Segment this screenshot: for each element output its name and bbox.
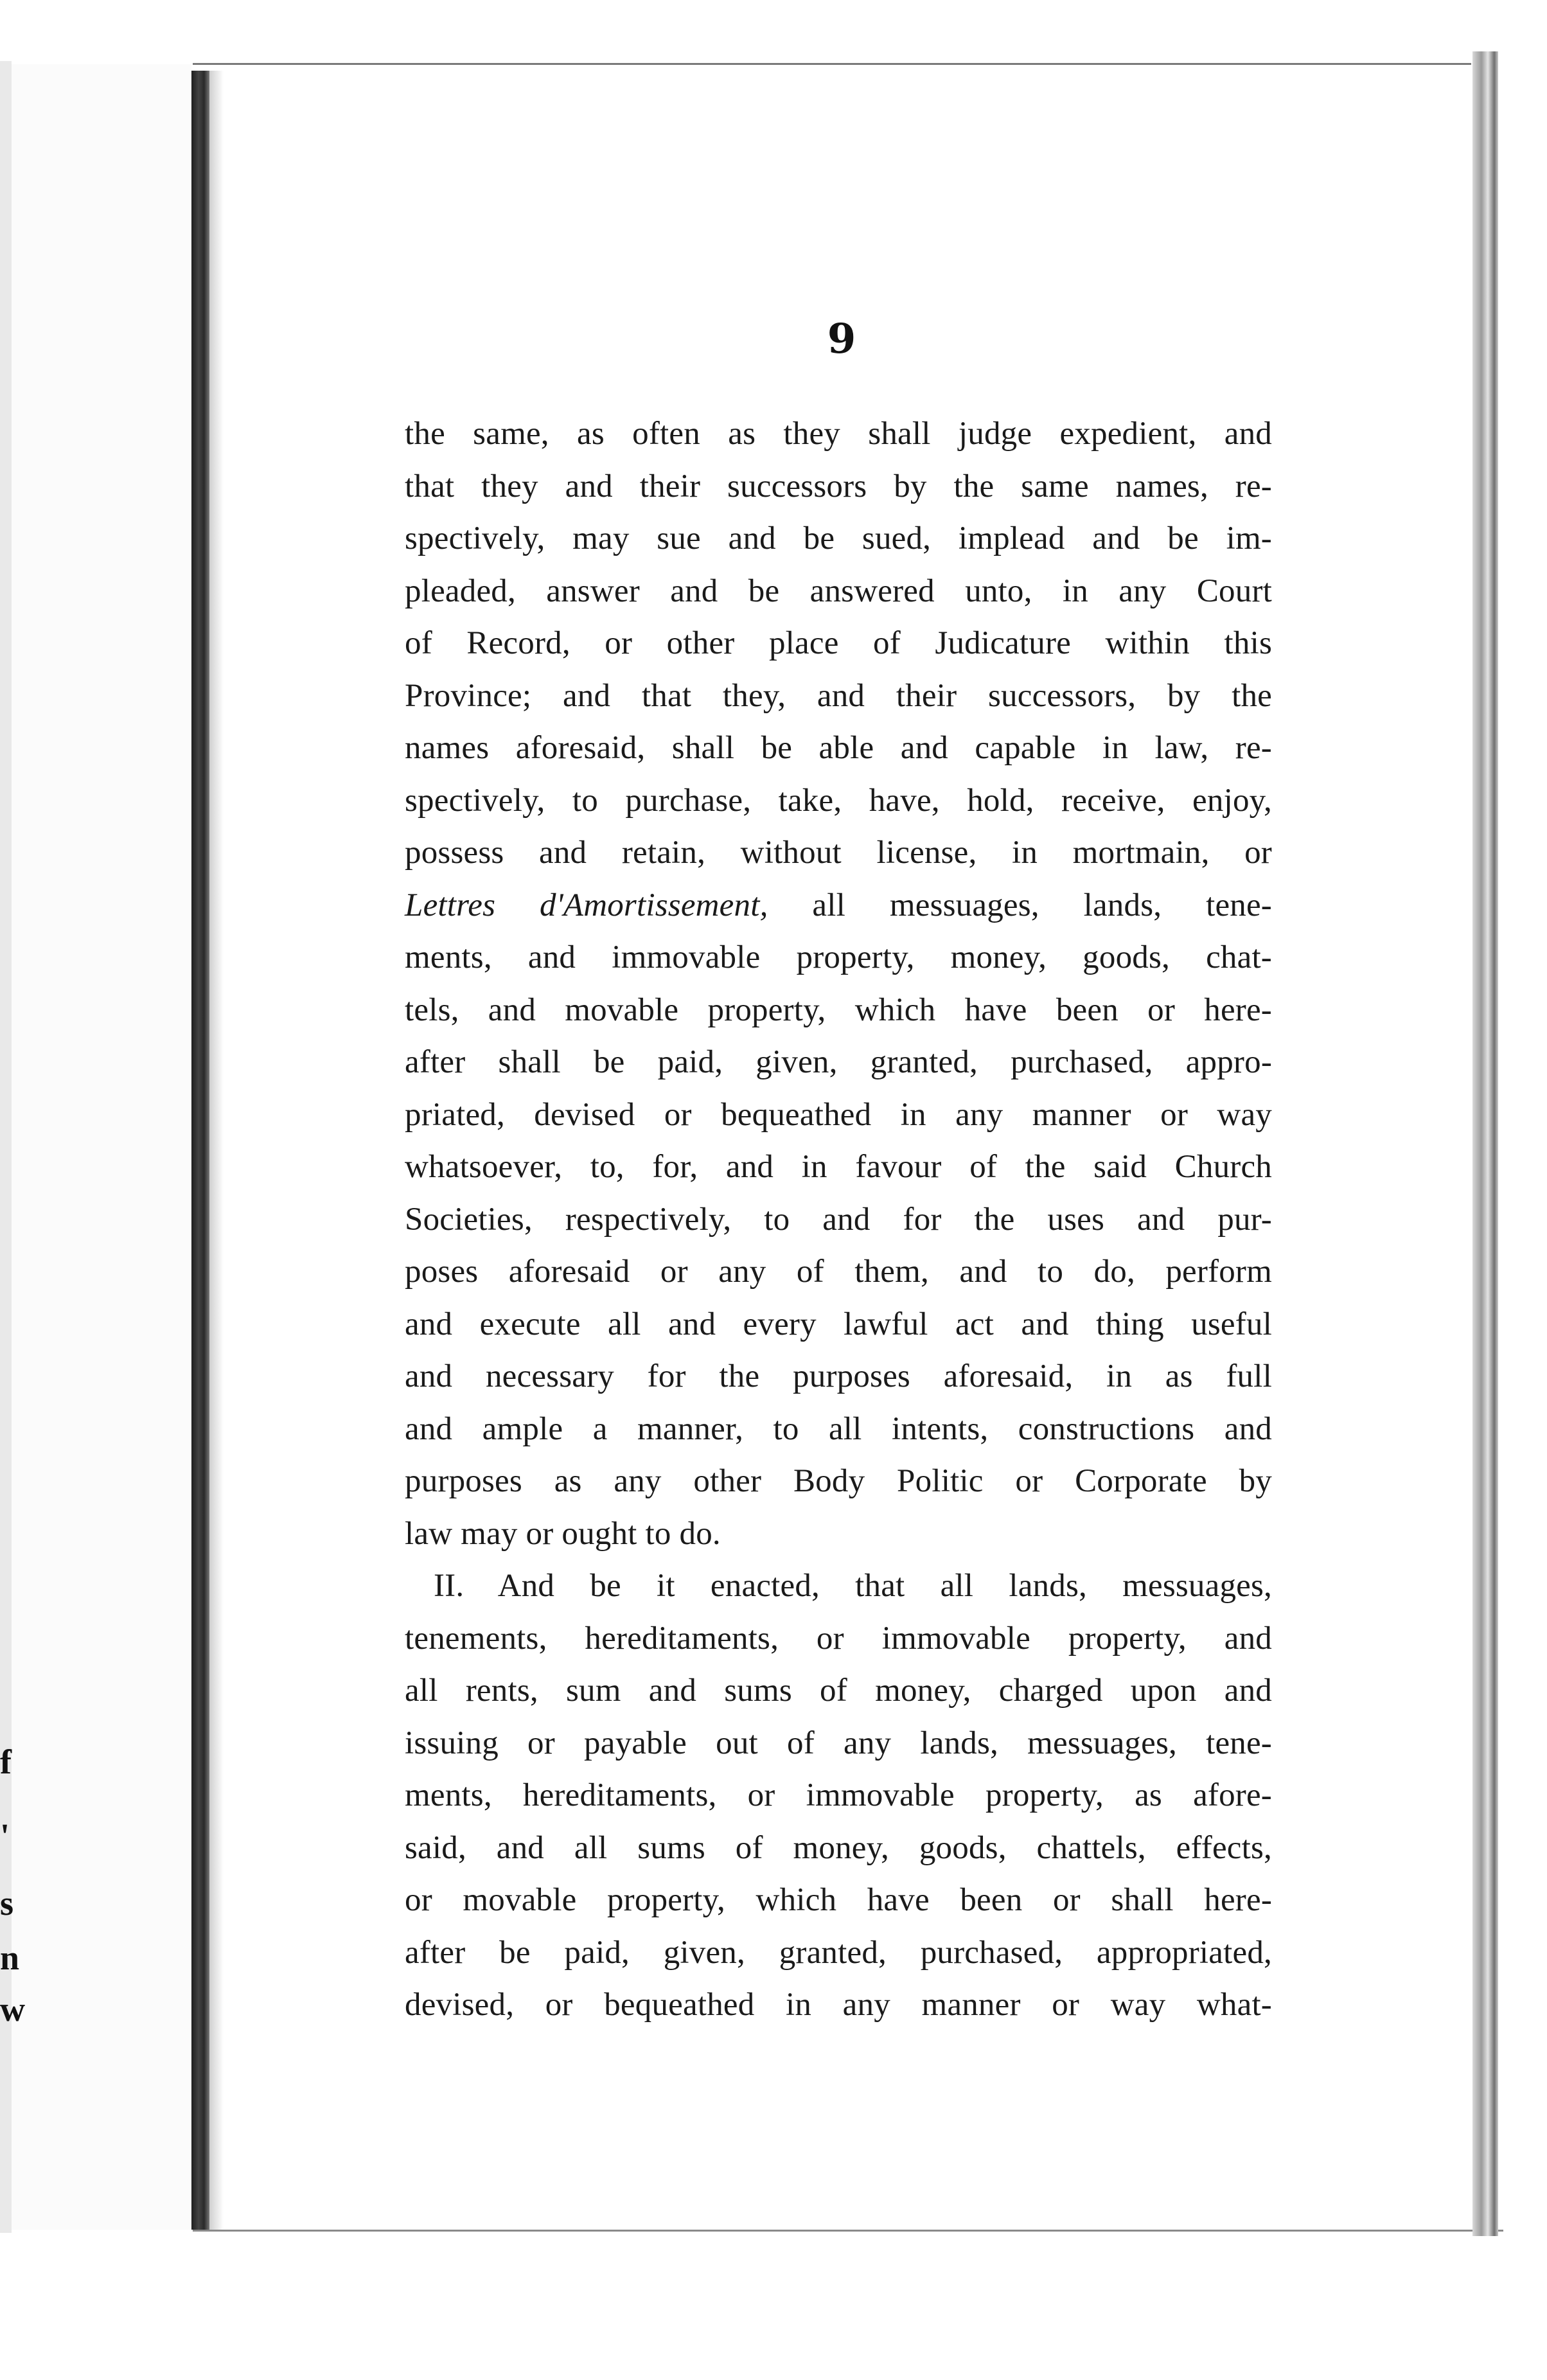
page-bottom-edge — [193, 2230, 1503, 2232]
text-line: issuing or payable out of any lands, messuages, tene- — [405, 1725, 1272, 1761]
text-line-rest: all messuages, lands, tene- — [768, 887, 1272, 923]
text-line: Province; and that they, and their successors, by the — [405, 677, 1272, 714]
text-line: of Record, or other place of Judicature within this — [405, 625, 1272, 661]
right-page-edge — [1472, 51, 1498, 2236]
gutter-gradient — [209, 71, 224, 2230]
previous-page-sliver — [12, 64, 191, 2230]
page-top-edge — [193, 63, 1471, 65]
text-line: after shall be paid, given, granted, purchased, appro- — [405, 1044, 1272, 1080]
text-line: said, and all sums of money, goods, chattels, effects, — [405, 1829, 1272, 1866]
text-line: that they and their successors by the same names, re- — [405, 468, 1272, 504]
text-line: poses aforesaid or any of them, and to do, perform — [405, 1254, 1272, 1290]
text-line: purposes as any other Body Politic or Corporate by — [405, 1463, 1272, 1499]
text-line: spectively, may sue and be sued, implead and be im- — [405, 520, 1272, 556]
text-line: after be paid, given, granted, purchased, appropriated, — [405, 1934, 1272, 1971]
text-line: tels, and movable property, which have been or here- — [405, 991, 1272, 1028]
text-line: the same, as often as they shall judge expedient, and — [405, 416, 1272, 452]
margin-fragment: f — [0, 1743, 12, 1781]
text-line: or movable property, which have been or shall here- — [405, 1882, 1272, 1918]
margin-fragment: w — [0, 1990, 25, 2029]
previous-page-margin-fragments — [0, 0, 26, 2380]
book-spine-shadow — [191, 71, 209, 2230]
body-text — [405, 408, 1272, 2032]
italic-phrase: Lettres d'Amortissement, — [405, 887, 768, 923]
text-line: and ample a manner, to all intents, constructions and — [405, 1410, 1272, 1447]
text-line: ments, hereditaments, or immovable property, as afore- — [405, 1777, 1272, 1813]
text-line: devised, or bequeathed in any manner or way what- — [405, 1987, 1272, 2023]
text-line: ments, and immovable property, money, goods, chat- — [405, 939, 1272, 975]
margin-fragment: n — [0, 1939, 20, 1977]
text-line: possess and retain, without license, in mortmain, or — [405, 835, 1272, 871]
text-line: names aforesaid, shall be able and capable in law, re- — [405, 730, 1272, 766]
text-line — [405, 880, 1272, 932]
text-line: law may or ought to do. — [405, 1515, 721, 1552]
text-line: tenements, hereditaments, or immovable property, and — [405, 1620, 1272, 1656]
text-line: pleaded, answer and be answered unto, in any Court — [405, 573, 1272, 609]
text-line: priated, devised or bequeathed in any manner or way — [405, 1096, 1272, 1133]
text-line: Societies, respectively, to and for the uses and pur- — [405, 1201, 1272, 1238]
text-line: whatsoever, to, for, and in favour of the said Church — [405, 1149, 1272, 1185]
margin-fragment: ' — [0, 1816, 10, 1855]
section-start-line: II. And be it enacted, that all lands, messuages, — [434, 1568, 1272, 1604]
text-line: and execute all and every lawful act and thing useful — [405, 1306, 1272, 1342]
text-line: spectively, to purchase, take, have, hold, receive, enjoy, — [405, 782, 1272, 819]
text-line: and necessary for the purposes aforesaid, in as full — [405, 1358, 1272, 1394]
page-number: 9 — [827, 315, 856, 363]
margin-fragment: s — [0, 1884, 14, 1923]
text-line: all rents, sum and sums of money, charged upon and — [405, 1673, 1272, 1709]
